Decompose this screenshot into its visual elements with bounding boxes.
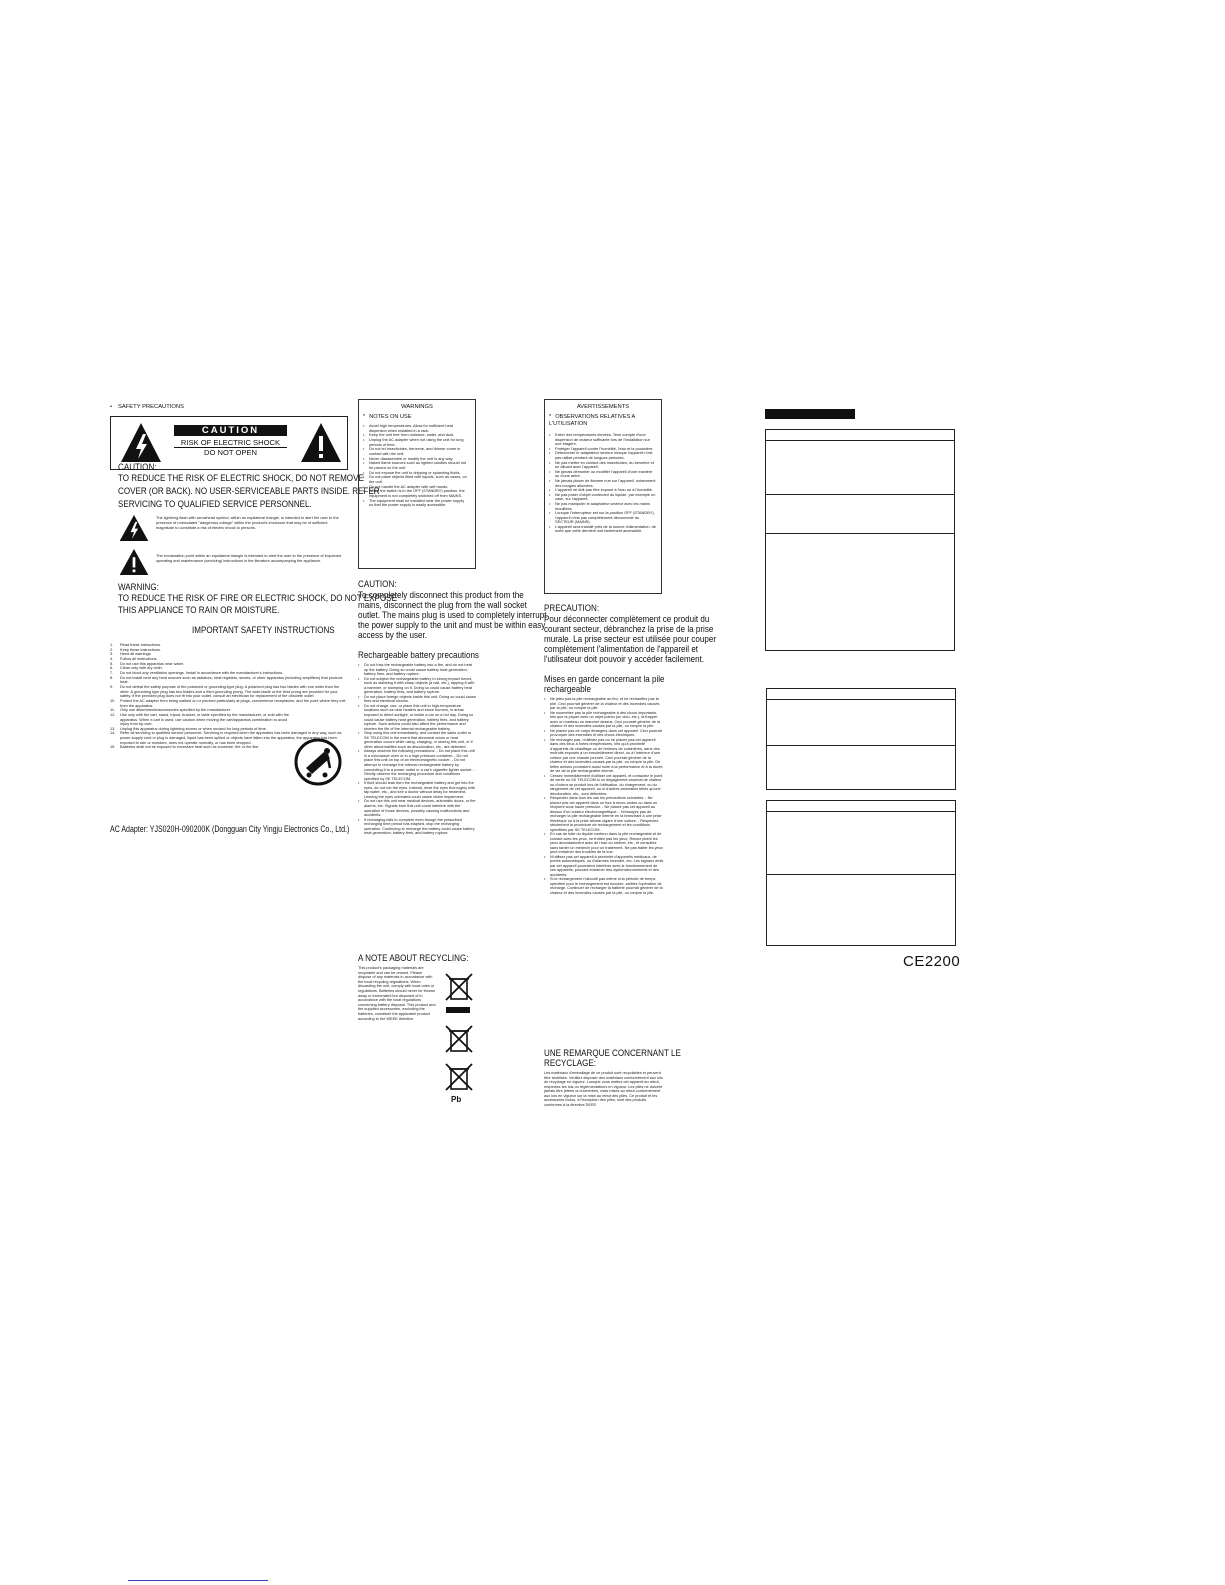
precaution-line-5: l'utilisateur doit pouvoir y accéder facilement. — [544, 654, 705, 665]
list-item: • L'appareil ne doit pas être exposé à l'eau ou à l'humidité. — [549, 488, 657, 493]
list-item: • L'appareil sera installé près de la source d'alimentation, de sorte que cette dernière soit facilement accessible. — [549, 525, 657, 534]
table-row — [767, 875, 955, 947]
recycling-text: This product's packaging materials are recyclable and can be reused. Please dispose of any materials in accordance with the local recycling regulations. When discarding the unit, comply with local rules or regulations. Batteries should never be thrown away or incinerated but disposed of in accordance with the local regulations concerning battery disposal. This product and the supplied accessories, excluding the batteries, constitute the applicable product according to the WEEE directive. — [358, 966, 436, 1021]
list-item: • Ne rechargez pas, n'utilisez pas ou ne placez pas cet appareil dans des lieux à fortes températures, tels qu'à proximité d'appareils de chauffage ou de brûleurs de cuisinières, dans des endroits exposés à un ensoleillement direct, ou à l'intérieur d'une voiture par une chaude journée. Ceci pourrait générer de la chaleur et des incendies causés par la pile, ou rompre la pile. De telles actions pourraient aussi nuire à la performance et à la durée de vie de la pile rechargeable interne. — [544, 738, 664, 774]
warnings-title: WARNINGS — [401, 404, 433, 410]
mises-en-garde-title-2: rechargeable — [544, 684, 592, 695]
list-item: • Lorsque l'interrupteur est sur la position OFF (STANDBY), l'appareil n'est pas complètement déconnecté du SECTEUR (MAINS). — [549, 511, 657, 525]
list-item: • Keep the unit free from moisture, water, and dust. — [363, 433, 469, 438]
warning-line-2: THIS APPLIANCE TO RAIN OR MOISTURE. — [118, 605, 280, 616]
safety-header: • SAFETY PRECAUTIONS — [110, 404, 184, 410]
list-item: • If recharging fails to complete even though the prescribed recharging time period has elapsed, stop the recharging operation. Continuing to recharge the battery could cause battery heat generation, battery fires, and battery rupture. — [358, 818, 476, 836]
battery-precautions-title: Rechargeable battery precautions — [358, 650, 479, 661]
list-item: • N'utilisez pas cet appareil à proximité d'appareils médicaux, de portes automatiques, ou d'alarmes incendie, etc. Les signaux émis par cet appareil pourraient interférer avec le fonctionnement de ces appareils, pouvant entraîner des dysfonctionnements et des accidents. — [544, 855, 664, 878]
ac-adapter-label: AC Adapter: YJS020H-090200K (Dongguan City Yingju Electronics Co., Ltd.) — [110, 824, 350, 834]
list-item: • Do not place objects filled with liquids, such as vases, on the unit. — [363, 475, 469, 484]
mises-en-garde-list — [544, 697, 664, 895]
weee-bin-icon — [442, 970, 476, 1004]
list-item: • Do not handle the AC adapter with wet hands. — [363, 485, 469, 490]
caution-line-1: TO REDUCE THE RISK OF ELECTRIC SHOCK, DO NOT REMOVE — [118, 473, 364, 484]
table-row — [766, 441, 954, 495]
p2-caution-line-3: outlet. The mains plug is used to completely interrupt — [358, 610, 547, 621]
list-item: • En cas de fuite du liquide contenu dans la pile rechargeable et de contact avec les yeux, ne frottez pas les yeux. Rincez plutôt les yeux abondamment avec de l'eau du robinet, etc., et consultez sans tarder un médecin pour un traitement. Ne pas traiter les yeux peut entraîner des troubles de la vue. — [544, 832, 664, 855]
list-item: 7. Do not block any ventilation openings. Install in accordance with the manufacturer's instructions. — [110, 670, 284, 675]
table-row — [767, 746, 955, 791]
observations-title: * OBSERVATIONS RELATIVES A L'UTILISATION — [549, 414, 635, 427]
list-item: • Cessez immédiatement d'utiliser cet appareil, et contactez le point de vente ou SK TELECOM si un dégagement anormal de chaleur ou d'odeur se produit lors de l'utilisation, du chargement, ou du rangement de cet appareil, ou si d'autres anomalies telles qu'une décoloration, etc., sont détectées. — [544, 774, 664, 797]
cart-tipover-icon — [294, 738, 342, 786]
lightning-symbol-icon — [119, 514, 149, 542]
recyclage-text: Les matériaux d'emballage de ce produit sont recyclables et peuvent être réutilisés. Veuillez disposer des matériaux conformément aux lois de recyclage en vigueur. Lorsque vous mettez cet appareil au rebut, respectez les lois ou réglementations en vigueur. Les piles ne doivent jamais être jetées ou incinérées, mais mises au rebut conformément aux lois en vigueur sur la mise au rebut des piles. Ce produit et les accessoires inclus, à l'exception des piles, sont des produits conformes à la directive DEEE. — [544, 1071, 663, 1107]
precaution-line-1: Pour déconnecter complètement ce produit du — [544, 614, 710, 625]
redacted-title-bar — [765, 409, 855, 419]
p2-caution-title: CAUTION: — [358, 579, 397, 590]
avertissements-title: AVERTISSEMENTS — [576, 404, 630, 410]
ce-mark: CE2200 — [903, 953, 961, 970]
precaution-line-4: complètement l'alimentation de l'appareil et — [544, 644, 699, 655]
observations-list — [549, 433, 657, 534]
notes-list — [363, 424, 469, 508]
table-header — [766, 430, 954, 441]
list-item: • Ne jamais placer de flamme nue sur l'appareil, notamment des bougies allumées. — [549, 479, 657, 488]
instructions-title: IMPORTANT SAFETY INSTRUCTIONS — [192, 625, 335, 636]
p2-caution-line-1: To completely disconnect this product from the — [358, 590, 524, 601]
battery-bin-icon — [442, 1022, 476, 1056]
list-item: • Ne jetez pas la pile rechargeable au feu, et ne réchauffez pas la pile. Ceci pourrait générer de la chaleur et des incendies causés par la pile, ou rompre la pile. — [544, 697, 664, 711]
list-item: • Si le rechargement n'aboutit pas même si la période de temps spécifiée pour le rechargement est écoulée, arrêtez l'opération de recharge. Continuer de recharger la batterie pourrait générer de la chaleur et des incendies causés par la pile, ou rompre la pile. — [544, 877, 664, 895]
table-header — [767, 801, 955, 812]
exclamation-explanation: The exclamation point within an equilateral triangle is intended to alert the user to the presence of important operating and maintenance (servicing) instructions in the literature accompanying the appliance. — [156, 553, 341, 563]
table-header — [767, 689, 955, 700]
list-item: • If fluid should leak from the rechargeable battery and get into the eyes, do not rub the eyes. Instead, rinse the eyes thoroughly with tap water, etc., and see a doctor without delay for treatment. Leaving the eyes untreated could cause vision impairment. — [358, 781, 476, 799]
lightning-warning-icon — [119, 421, 163, 465]
list-item: 11. Only use attachments/accessories specified by the manufacturer. — [110, 708, 231, 713]
caution-line-3: SERVICING TO QUALIFIED SERVICE PERSONNEL. — [118, 499, 312, 510]
list-item: • Do not expose the unit to dripping or splashing fluids. — [363, 471, 469, 476]
list-item: 9. Do not defeat the safety purpose of the polarized or grounding-type plug. A polarized plug has two blades with one wider than the other. A grounding type plug has two blades and a third grounding prong. The wide blade or the third prong are provided for your safety. If the provided plug does not fit into your outlet, consult an electrician for replacement of the obsolete outlet. — [110, 684, 340, 699]
recyclage-title-2: RECYCLAGE: — [544, 1058, 596, 1069]
footer-link-underline[interactable] — [128, 1580, 268, 1581]
list-item: 12. Use only with the cart, stand, tripod, bracket, or table specified by the manufacturer, or sold with the apparatus. When a cart is used, use caution when moving the cart/apparatus combination to avoid injury from tip-over. — [110, 712, 289, 727]
list-item: • Ne soumettez pas la pile rechargeable à des chocs importants, tels que la piquer avec un objet pointu (un clou, etc.), la frapper avec un marteau ou marcher dessus. Ceci pourrait générer de la chaleur et des incendies causés par la pile, ou rompre la pile. — [544, 711, 664, 729]
weee-bar-icon — [446, 1007, 470, 1013]
list-item: • Never disassemble or modify the unit in any way. — [363, 457, 469, 462]
exclamation-symbol-icon — [119, 548, 149, 576]
list-item: • Naked flame sources such as lighted candles should not be placed on the unit. — [363, 461, 469, 470]
list-item: • Protéger l'appareil contre l'humidité, l'eau et la poussière. — [549, 447, 657, 452]
info-table-3 — [766, 800, 956, 946]
list-item: 10. Protect the AC adapter from being walked on or pinched particularly at plugs, convenience receptacles, and the point where they exit from the apparatus. — [110, 698, 346, 708]
list-item: 8. Do not install near any heat sources such as radiators, heat registers, stoves, or other apparatus (including amplifiers) that produce heat. — [110, 675, 343, 685]
battery-precautions-list — [358, 663, 476, 836]
table-row — [766, 534, 954, 651]
list-item: 6. Clean only with dry cloth. — [110, 666, 163, 671]
list-item: 13. Unplug this apparatus during lightning storms or when unused for long periods of time. — [110, 726, 267, 731]
lightning-explanation: The lightning flash with arrowhead symbol, within an equilateral triangle, is intended to alert the user to the presence of uninsulated "dangerous voltage" within the product's enclosure that may be of sufficient magnitude to constitute a risk of electric shock to persons. — [156, 515, 339, 530]
recycling-title: A NOTE ABOUT RECYCLING: — [358, 953, 469, 964]
list-item: • The equipment shall be installed near the power supply so that the power supply is easily accessible. — [363, 499, 469, 508]
warning-line-1: TO REDUCE THE RISK OF FIRE OR ELECTRIC SHOCK, DO NOT EXPOSE — [118, 593, 397, 604]
avertissements-box — [544, 399, 662, 594]
list-item: • Do not toss the rechargeable battery into a fire, and do not heat up the battery. Doing so could cause battery heat generation, battery fires, and battery rupture. — [358, 663, 476, 677]
list-item: 5. Do not use this apparatus near water. — [110, 661, 184, 666]
precaution-line-2: courant secteur, débranchez la prise de la prise — [544, 624, 714, 635]
p2-caution-line-4: the power supply to the unit and must be within easy — [358, 620, 546, 631]
list-item: • Ne pas manipuler le adaptateur secteur avec les mains mouillées. — [549, 502, 657, 511]
list-item: • Avoid high temperatures. Allow for sufficient heat dispersion when installed in a rack. — [363, 424, 469, 433]
list-item: • Stop using this unit immediately, and contact the sales outlet or SK TELECOM in the event that abnormal odors or heat generation occurs while using, charging, or storing this unit, or if other abnormalities such as discoloration, etc., are detected. — [358, 731, 476, 749]
list-item: • Débrancher le adaptateur secteur lorsque l'appareil n'est pas utilisé pendant de longues périodes. — [549, 451, 657, 460]
instructions-list — [110, 643, 348, 750]
list-item: 1. Read these instructions. — [110, 643, 162, 647]
precaution-title: PRECAUTION: — [544, 603, 600, 614]
list-item: • Ne pas poser d'objet contenant du liquide, par exemple un vase, sur l'appareil. — [549, 493, 657, 502]
notes-on-use-title: * NOTES ON USE — [363, 414, 412, 420]
precaution-line-3: murale. La prise secteur est utilisée pour couper — [544, 634, 717, 645]
list-item: • Do not place foreign objects inside this unit. Doing so could cause fires and electrical shocks. — [358, 695, 476, 704]
info-table-2 — [766, 688, 956, 790]
table-row — [766, 495, 954, 534]
list-item: • Ne pas mettre en contact des insecticides, du benzène et un diluant avec l'appareil. — [549, 461, 657, 470]
caution-do-not-open: DO NOT OPEN — [203, 448, 258, 457]
warning-title: WARNING: — [118, 582, 159, 593]
list-item: • Do not use this unit near medical devices, automatic doors, or fire alarms, etc. Signals from this unit could interfere with the operation of those devices, possibly causing malfunctions and accidents. — [358, 799, 476, 817]
pb-label: Pb — [451, 1095, 462, 1104]
list-item: • Ne placez pas de corps étrangers dans cet appareil. Ceci pourrait provoquer des incendies et des chocs électriques. — [544, 729, 664, 738]
list-item: • Eviter des températures élevées. Tenir compte d'une dispersion de chaleur suffisante lors de l'installation sur une étagère. — [549, 433, 657, 447]
pb-bin-icon — [442, 1060, 476, 1094]
list-item: • When the switch is in the OFF (STANDBY) position, the equipment is not completely switched off from MAINS. — [363, 489, 469, 498]
list-item: 2. Keep these instructions. — [110, 647, 162, 652]
list-item: • Respectez dans tous les cas les précautions suivantes: - Ne placez pas cet appareil dans un four à micro-ondes ou dans un récipient sous haute pression. - Ne placez pas cet appareil au dessus d'un cuiseur électromagnétique. - N'essayez pas de recharger la pile rechargeable interne en la branchant à une prise électrique ou à la prise allume-cigare d'une voiture. - Respectez strictement la procédure de rechargement et les conditions spécifiées par SK TELECOM. — [544, 796, 664, 832]
list-item: • Do not let insecticides, benzene, and thinner come in contact with the unit. — [363, 447, 469, 456]
p2-caution-line-5: access by the user. — [358, 630, 427, 641]
table-row — [767, 812, 955, 875]
list-item: • Ne jamais démonter ou modifier l'appareil d'une manière ou d'une autre. — [549, 470, 657, 479]
caution-line-2: COVER (OR BACK). NO USER-SERVICEABLE PARTS INSIDE. REFER — [118, 486, 380, 497]
caution-risk-line: RISK OF ELECTRIC SHOCK — [174, 438, 287, 448]
list-item: 15. Batteries shall not be exposed to excessive heat such as sunshine, fire or the like. — [110, 745, 260, 750]
caution-title: CAUTION: — [118, 462, 157, 473]
list-item: • Unplug the AC adapter when not using the unit for long periods of time. — [363, 438, 469, 447]
recyclage-title-1: UNE REMARQUE CONCERNANT LE — [544, 1048, 681, 1059]
list-item: 14. Refer all servicing to qualified service personnel. Servicing is required when the apparatus has been damaged in any way, such as power-supply cord or plug is damaged, liquid has been spilled or objects have fallen into the apparatus, the apparatus has been exposed to rain or moisture, does not operate normally, or has been dropped. — [110, 731, 342, 745]
exclamation-warning-icon — [299, 421, 343, 465]
caution-label: CAUTION — [174, 425, 287, 436]
list-item: 4. Follow all instructions. — [110, 656, 158, 661]
list-item: • Always observe the following precautions: - Do not place this unit in a microwave oven or in a high-pressure container. - Do not place this unit on top of an electromagnetic cooker. - Do not attempt to recharge the internal rechargeable battery by connecting it to a power outlet or a car's cigarette lighter socket. - Strictly observe the recharging procedure and conditions specified by SK TELECOM. — [358, 749, 476, 781]
info-table-1 — [765, 429, 955, 651]
warnings-box — [358, 399, 476, 569]
p2-caution-line-2: mains, disconnect the plug from the wall socket — [358, 600, 527, 611]
table-row — [767, 700, 955, 746]
mises-en-garde-title-1: Mises en garde concernant la pile — [544, 674, 665, 685]
list-item: • Do not charge, use, or place this unit in high-temperature locations such as near heaters and stove burners, in areas exposed to direct sunlight, or inside a car on a hot day. Doing so could cause battery heat generation, battery fires, and battery rupture. Such actions could also affect the performance and shorten the life of the internal rechargeable battery. — [358, 704, 476, 731]
list-item: 3. Heed all warnings. — [110, 652, 152, 657]
list-item: • Do not subject the rechargeable battery to strong impact forces, such as stabbing it with sharp objects (a nail, etc.), tapping it with a hammer, or stomping on it. Doing so could cause battery heat generation, battery fires, and battery rupture. — [358, 677, 476, 695]
